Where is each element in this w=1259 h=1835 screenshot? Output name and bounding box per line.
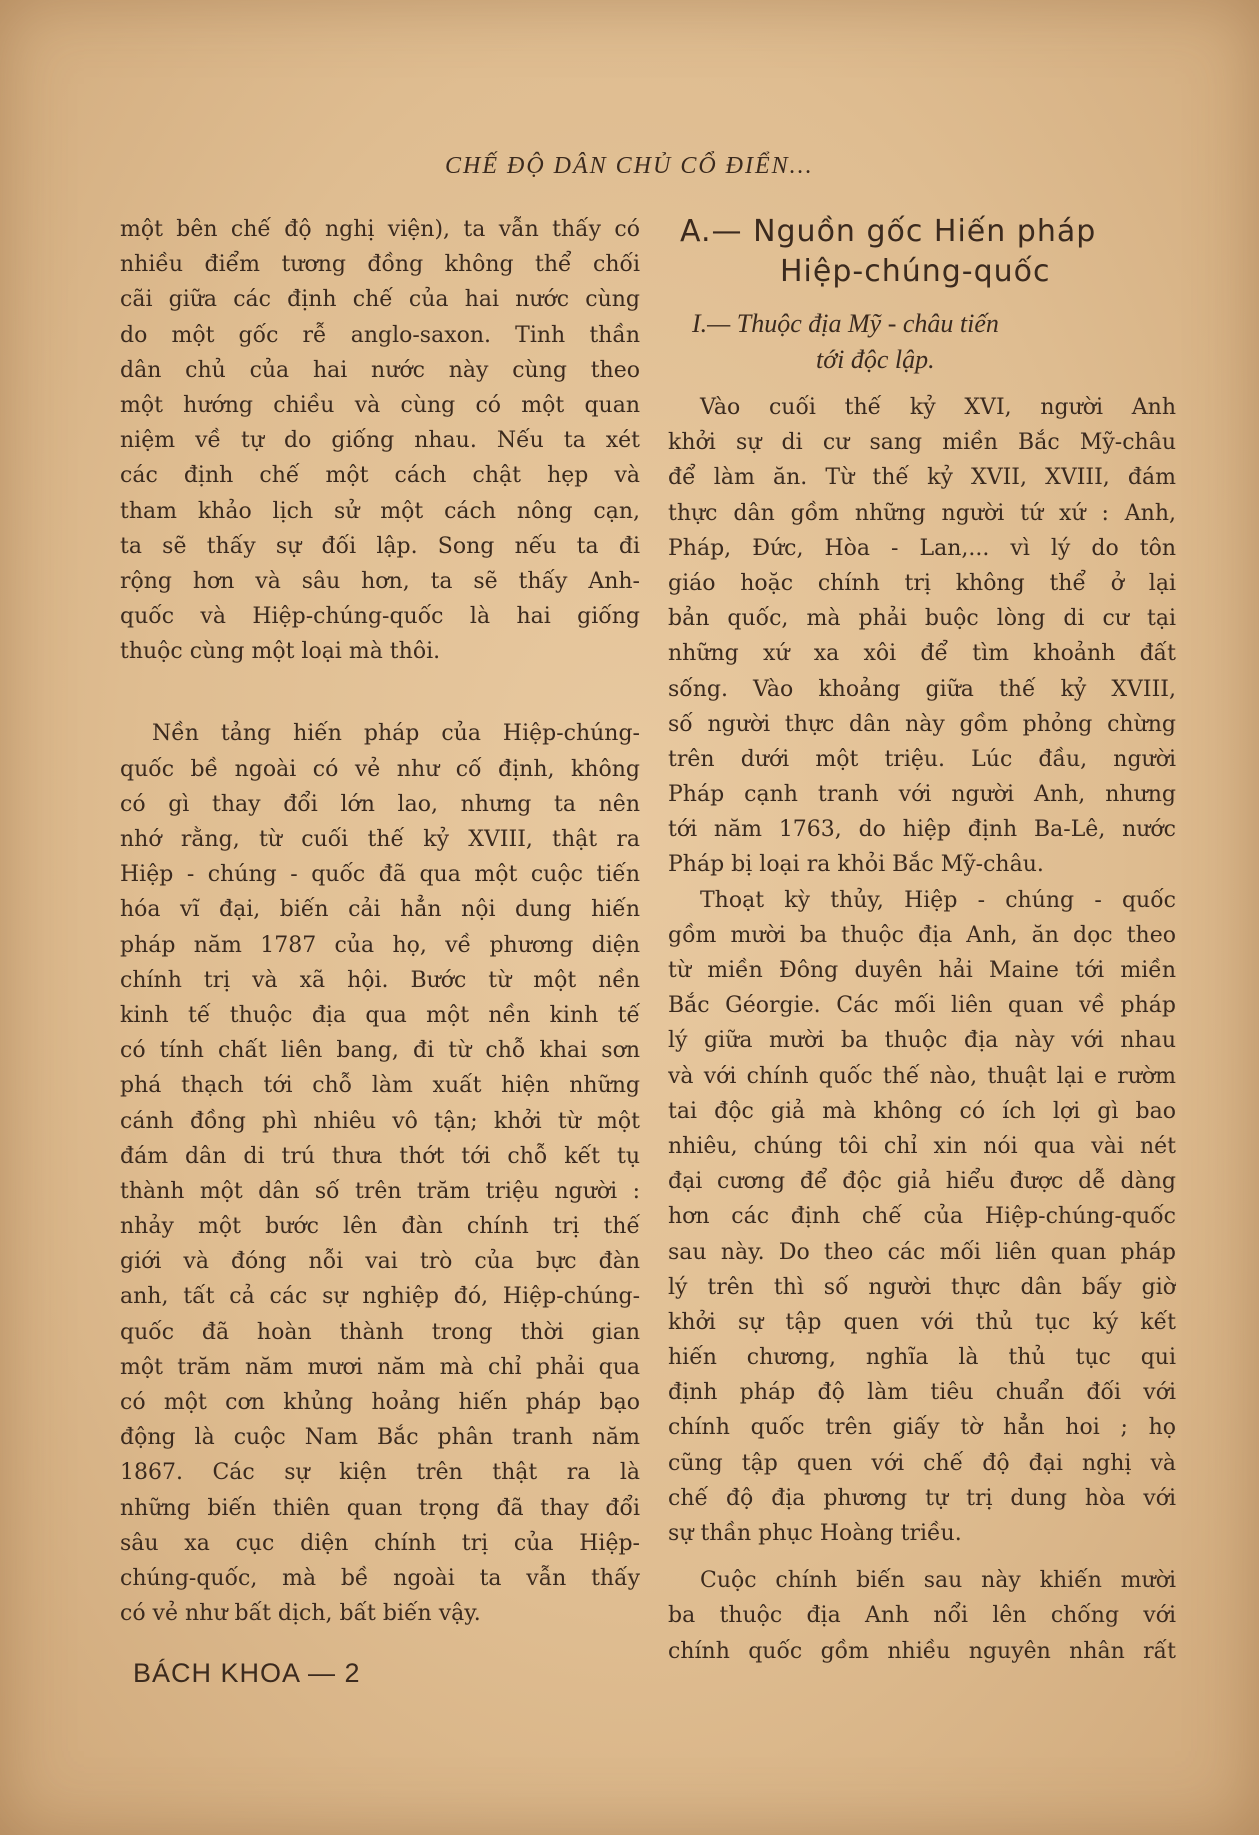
- paragraph: [668, 883, 1176, 1552]
- text-line: rộng hơn và sâu hơn, ta sẽ thấy Anh-: [120, 568, 640, 594]
- subsection-heading-continued: tới độc lập.: [816, 345, 935, 374]
- text-line: tham khảo lịch sử một cách nông cạn,: [120, 498, 640, 524]
- text-line: 1867. Các sự kiện trên thật ra là: [120, 1460, 640, 1486]
- text-line: từ miền Đông duyên hải Maine tới miền: [668, 958, 1176, 983]
- text-line: chính trị và xã hội. Bước từ một nền: [120, 967, 640, 993]
- text-line: giáo hoặc chính trị không thể ở lại: [668, 570, 1176, 596]
- text-line: khởi sự tập quen với thủ tục ký kết: [668, 1309, 1176, 1335]
- text-line: gồm mười ba thuộc địa Anh, ăn dọc theo: [668, 922, 1176, 948]
- text-line: để làm ăn. Từ thế kỷ XVII, XVIII, đám: [668, 465, 1176, 491]
- text-line: sống. Vào khoảng giữa thế kỷ XVIII,: [668, 676, 1176, 702]
- text-line: ta sẽ thấy sự đối lập. Song nếu ta đi: [120, 533, 640, 559]
- text-line: sâu xa cục diện chính trị của Hiệp-: [120, 1530, 640, 1556]
- text-line: phá thạch tới chỗ làm xuất hiện những: [120, 1073, 640, 1099]
- text-line: định pháp độ làm tiêu chuẩn đối với: [668, 1380, 1176, 1406]
- text-line: quốc và Hiệp-chúng-quốc là hai giống: [120, 604, 640, 630]
- text-line: thực dân gồm những người tứ xứ : Anh,: [668, 500, 1176, 526]
- text-line: có gì thay đổi lớn lao, nhưng ta nên: [120, 791, 640, 817]
- paragraph: [668, 390, 1176, 883]
- running-head: CHẾ ĐỘ DÂN CHỦ CỔ ĐIỂN...: [445, 153, 814, 179]
- text-line: chế độ địa phương tự trị dung hòa với: [668, 1485, 1176, 1511]
- right-column: [668, 212, 1176, 1669]
- text-line: một hướng chiều và cùng có một quan: [120, 392, 640, 418]
- left-column: [120, 212, 640, 1631]
- text-line: những biến thiên quan trọng đã thay đổi: [120, 1495, 640, 1521]
- text-line: lý giữa mười ba thuộc địa này với nhau: [668, 1028, 1176, 1054]
- text-line: một bên chế độ nghị viện), ta vẫn thấy có: [120, 217, 640, 242]
- text-line: niệm về tự do giống nhau. Nếu ta xét: [120, 428, 640, 454]
- text-line: một trăm năm mươi năm mà chỉ phải qua: [120, 1354, 640, 1380]
- text-line: lý trên thì số người thực dân bấy giờ: [668, 1274, 1176, 1300]
- text-line: giới và đóng nỗi vai trò của bực đàn: [120, 1249, 640, 1275]
- text-line: pháp năm 1787 của họ, về phương diện: [120, 932, 640, 958]
- text-line: do một gốc rễ anglo-saxon. Tinh thần: [120, 322, 640, 348]
- text-line: nhiêu, chúng tôi chỉ xin nói qua vài nét: [668, 1133, 1176, 1159]
- text-line: khởi sự di cư sang miền Bắc Mỹ-châu: [668, 430, 1176, 456]
- text-line: Pháp, Đức, Hòa - Lan,... vì lý do tôn: [668, 535, 1176, 561]
- text-line: trên dưới một triệu. Lúc đầu, người: [668, 746, 1176, 772]
- text-line: cánh đồng phì nhiêu vô tận; khởi từ một: [120, 1108, 640, 1134]
- text-line: Thoạt kỳ thủy, Hiệp - chúng - quốc: [700, 887, 1176, 913]
- text-line: Cuộc chính biến sau này khiến mười: [700, 1568, 1176, 1594]
- text-line: Vào cuối thế kỷ XVI, người Anh: [700, 395, 1176, 420]
- text-line: cũng tập quen với chế độ đại nghị và: [668, 1450, 1176, 1476]
- text-line: cãi giữa các định chế của hai nước cùng: [120, 287, 640, 313]
- paragraph-gap: [120, 669, 640, 716]
- text-line: tai độc giả mà không có ích lợi gì bao: [668, 1098, 1176, 1124]
- page-footer: BÁCH KHOA — 2: [133, 1658, 361, 1688]
- text-line: ba thuộc địa Anh nổi lên chống với: [668, 1603, 1176, 1629]
- section-heading-continued: Hiệp-chúng-quốc: [780, 254, 1051, 289]
- text-line: hóa vĩ đại, biến cải hẳn nội dung hiến: [120, 897, 640, 923]
- text-line: hiến chương, nghĩa là thủ tục qui: [668, 1345, 1176, 1371]
- paragraph-gap: [668, 1551, 1176, 1563]
- text-line: đại cương để độc giả hiểu được dễ dàng: [668, 1169, 1176, 1195]
- text-line: Pháp cạnh tranh với người Anh, nhưng: [668, 782, 1176, 808]
- text-line: bản quốc, mà phải buộc lòng di cư tại: [668, 606, 1176, 632]
- paragraph: [120, 212, 640, 669]
- text-line: nhiều điểm tương đồng không thể chối: [120, 252, 640, 278]
- paragraph: [668, 1563, 1176, 1669]
- heading-gap: [668, 378, 1176, 390]
- text-line: có một cơn khủng hoảng hiến pháp bạo: [120, 1390, 640, 1415]
- text-line: Pháp bị loại ra khỏi Bắc Mỹ-châu.: [668, 852, 1044, 878]
- text-line: các định chế một cách chật hẹp và: [120, 463, 640, 489]
- text-line: nhớ rằng, từ cuối thế kỷ XVIII, thật ra: [120, 827, 640, 852]
- text-line: sự thần phục Hoàng triều.: [668, 1521, 962, 1546]
- text-line: quốc đã hoàn thành trong thời gian: [120, 1319, 640, 1345]
- text-line: quốc bề ngoài có vẻ như cố định, không: [120, 756, 640, 782]
- text-line: chúng-quốc, mà bề ngoài ta vẫn thấy: [120, 1565, 640, 1591]
- text-line: đám dân di trú thưa thớt tới chỗ kết tụ: [120, 1143, 640, 1169]
- text-line: thành một dân số trên trăm triệu người :: [120, 1178, 640, 1204]
- text-line: chính quốc trên giấy tờ hẳn hoi ; họ: [668, 1415, 1176, 1441]
- text-line: anh, tất cả các sự nghiệp đó, Hiệp-chúng-: [120, 1284, 640, 1310]
- section-heading: A.— Nguồn gốc Hiến pháp: [680, 214, 1097, 249]
- text-line: số người thực dân này gồm phỏng chừng: [668, 711, 1176, 737]
- text-line: Bắc Géorgie. Các mối liên quan về pháp: [668, 993, 1176, 1019]
- text-line: và với chính quốc thế nào, thuật lại e rườm: [668, 1063, 1176, 1089]
- text-line: kinh tế thuộc địa qua một nền kinh tế: [120, 1002, 640, 1028]
- text-line: có vẻ như bất dịch, bất biến vậy.: [120, 1601, 481, 1627]
- text-line: động là cuộc Nam Bắc phân tranh năm: [120, 1425, 640, 1451]
- text-line: có tính chất liên bang, đi từ chỗ khai sơn: [120, 1038, 640, 1064]
- text-line: nhảy một bước lên đàn chính trị thế: [120, 1214, 640, 1240]
- text-line: chính quốc gồm nhiều nguyên nhân rất: [668, 1638, 1176, 1664]
- subsection-heading: I.— Thuộc địa Mỹ - châu tiến: [692, 309, 999, 338]
- text-line: tới năm 1763, do hiệp định Ba-Lê, nước: [668, 817, 1176, 843]
- text-line: dân chủ của hai nước này cùng theo: [120, 357, 640, 383]
- text-line: Nền tảng hiến pháp của Hiệp-chúng-: [152, 721, 640, 747]
- paragraph: [120, 716, 640, 1631]
- text-line: hơn các định chế của Hiệp-chúng-quốc: [668, 1204, 1176, 1230]
- text-line: thuộc cùng một loại mà thôi.: [120, 639, 441, 665]
- text-line: sau này. Do theo các mối liên quan pháp: [668, 1239, 1176, 1265]
- text-line: Hiệp - chúng - quốc đã qua một cuộc tiến: [120, 862, 640, 888]
- text-line: những xứ xa xôi để tìm khoảnh đất: [668, 641, 1176, 667]
